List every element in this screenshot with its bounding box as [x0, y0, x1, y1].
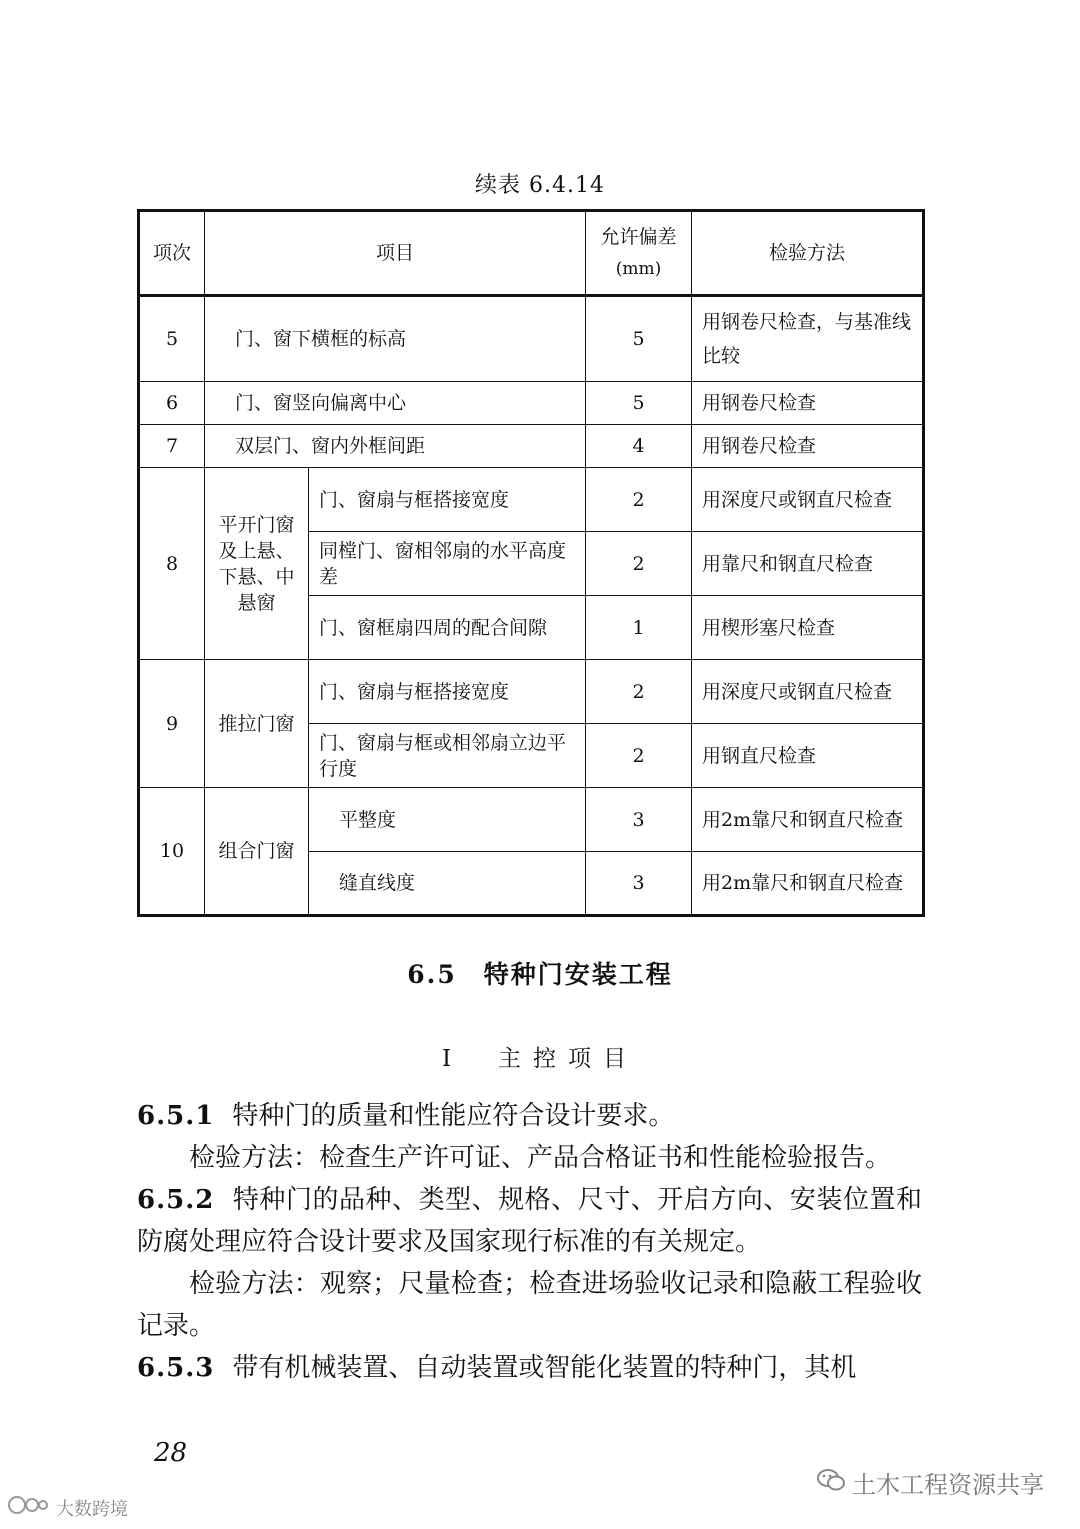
row-tolerance: 4 — [586, 425, 692, 468]
row-method: 用钢卷尺检查，与基准线比较 — [692, 296, 924, 382]
row-method: 用楔形塞尺检查 — [692, 596, 924, 660]
header-method: 检验方法 — [692, 211, 924, 296]
clause-text: 特种门的质量和性能应符合设计要求。 — [232, 1101, 675, 1131]
row-no: 7 — [139, 425, 205, 468]
row-group: 组合门窗 — [205, 788, 309, 916]
row-method: 用钢卷尺检查 — [692, 425, 924, 468]
row-no: 6 — [139, 382, 205, 425]
clause-number: 6.5.1 — [137, 1101, 215, 1131]
row-method: 用2m靠尺和钢直尺检查 — [692, 788, 924, 852]
row-group: 平开门窗及上悬、下悬、中悬窗 — [205, 468, 309, 660]
clause-text: 带有机械装置、自动装置或智能化装置的特种门，其机 — [232, 1353, 857, 1383]
row-group: 推拉门窗 — [205, 660, 309, 788]
table-row — [139, 425, 924, 468]
row-tolerance: 2 — [586, 660, 692, 724]
watermark-wechat — [816, 1465, 1044, 1500]
row-method: 用深度尺或钢直尺检查 — [692, 660, 924, 724]
watermark-text: 土木工程资源共享 — [852, 1471, 1044, 1499]
section-subtitle: Ⅰ 主控项目 — [441, 1046, 639, 1072]
row-method: 用靠尺和钢直尺检查 — [692, 532, 924, 596]
header-tolerance — [586, 211, 692, 296]
row-method: 用钢卷尺检查 — [692, 382, 924, 425]
row-item: 门、窗框扇四周的配合间隙 — [309, 596, 586, 660]
clause-number: 6.5.3 — [137, 1353, 215, 1383]
watermark-source — [6, 1494, 128, 1521]
row-item: 门、窗竖向偏离中心 — [205, 382, 586, 425]
row-item: 门、窗下横框的标高 — [205, 296, 586, 382]
section-title: 6.5 特种门安装工程 — [407, 960, 673, 989]
row-item: 双层门、窗内外框间距 — [205, 425, 586, 468]
logo-icon — [6, 1494, 50, 1521]
table-row — [139, 296, 924, 382]
header-tolerance-unit: (mm) — [615, 259, 662, 279]
row-method: 用2m靠尺和钢直尺检查 — [692, 852, 924, 916]
clause-paragraph — [137, 1095, 922, 1137]
row-tolerance: 3 — [586, 852, 692, 916]
header-tolerance-label: 允许偏差 — [600, 226, 677, 248]
row-tolerance: 3 — [586, 788, 692, 852]
clause-text: 特种门的品种、类型、规格、尺寸、开启方向、安装位置和防腐处理应符合设计要求及国家现行标准的有关规定。 — [137, 1185, 922, 1257]
clause-paragraph — [137, 1347, 922, 1389]
watermark-text: 大数跨境 — [56, 1498, 128, 1520]
header-no: 项次 — [139, 211, 205, 296]
clauses-body — [137, 1095, 922, 1389]
row-tolerance: 2 — [586, 724, 692, 788]
row-no: 5 — [139, 296, 205, 382]
header-item: 项目 — [205, 211, 586, 296]
row-no: 10 — [139, 788, 205, 916]
table-row — [139, 660, 924, 724]
clause-number: 6.5.2 — [137, 1185, 215, 1215]
row-no: 8 — [139, 468, 205, 660]
inspection-method: 检验方法：观察；尺量检查；检查进场验收记录和隐蔽工程验收记录。 — [137, 1269, 922, 1341]
row-tolerance: 2 — [586, 468, 692, 532]
row-tolerance: 5 — [586, 382, 692, 425]
row-no: 9 — [139, 660, 205, 788]
table-row — [139, 382, 924, 425]
row-item: 门、窗扇与框或相邻扇立边平行度 — [309, 724, 586, 788]
row-item: 同樘门、窗相邻扇的水平高度差 — [309, 532, 586, 596]
row-tolerance: 1 — [586, 596, 692, 660]
row-tolerance: 2 — [586, 532, 692, 596]
row-method: 用深度尺或钢直尺检查 — [692, 468, 924, 532]
row-item: 门、窗扇与框搭接宽度 — [309, 468, 586, 532]
table-caption: 续表 6.4.14 — [475, 173, 605, 198]
row-tolerance: 5 — [586, 296, 692, 382]
table-header-row — [139, 211, 924, 296]
wechat-icon — [816, 1467, 846, 1499]
clause-paragraph — [137, 1179, 922, 1263]
table-row — [139, 468, 924, 532]
row-item: 缝直线度 — [309, 852, 586, 916]
row-method: 用钢直尺检查 — [692, 724, 924, 788]
row-item: 平整度 — [309, 788, 586, 852]
tolerance-table — [137, 209, 925, 917]
row-item: 门、窗扇与框搭接宽度 — [309, 660, 586, 724]
table-row — [139, 788, 924, 852]
inspection-method: 检验方法：检查生产许可证、产品合格证书和性能检验报告。 — [189, 1143, 892, 1173]
page-number: 28 — [154, 1438, 188, 1468]
